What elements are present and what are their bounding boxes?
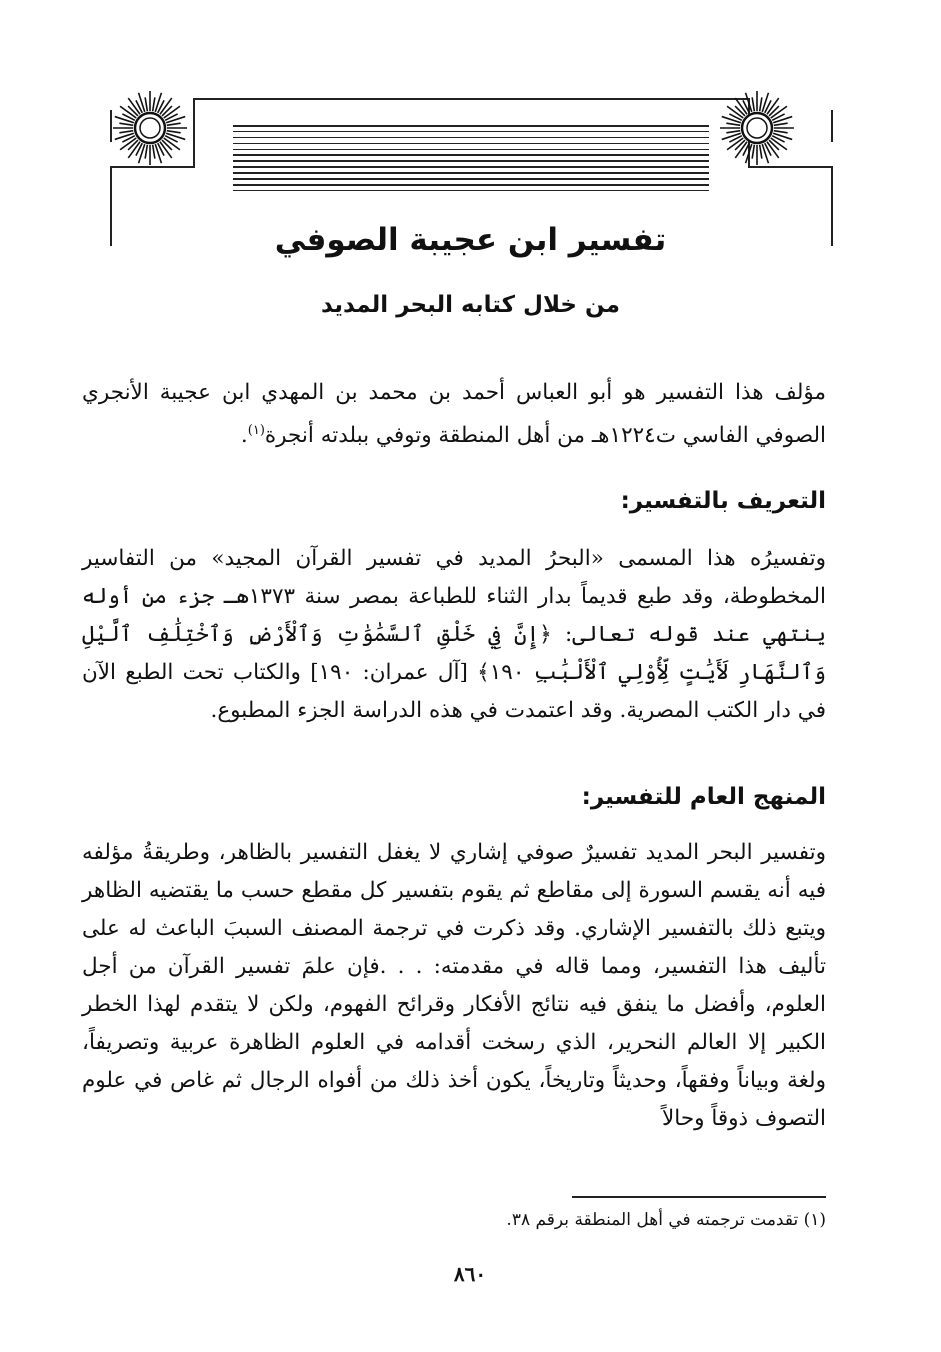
section-heading-definition: التعريف بالتفسير: bbox=[620, 488, 826, 514]
sun-ornament-left-icon bbox=[111, 89, 189, 167]
footnote-ref: (١) bbox=[247, 423, 265, 438]
page-subtitle: من خلال كتابه البحر المديد bbox=[321, 292, 620, 318]
intro-end: . bbox=[240, 423, 248, 449]
sun-ornament-right-icon bbox=[718, 89, 796, 167]
page-number: ٨٦٠ bbox=[453, 1262, 487, 1286]
definition-paragraph bbox=[82, 540, 826, 730]
intro-paragraph bbox=[82, 374, 826, 455]
method-paragraph bbox=[82, 834, 826, 1138]
definition-text: وتفسيرُه هذا المسمى «البحرُ المديد في تفسير القرآن المجيد» من التفاسير المخطوطة، وقد طبع قديماً بدار الثناء للطباعة بمصر سنة ١٣٧٣هـ جزء من أوله ينتهي عند قوله تعالى: ﴿إِنَّ فِي خَلْقِ ٱلسَّمَٰوَٰتِ وَٱلْأَرْضِ وَٱخْتِلَٰفِ ٱلَّيْلِ وَٱلنَّهَارِ لَأَيَٰتٍ لِّأُوْلِي ٱلْأَلْبَٰبِ ١٩٠﴾ [آل عمران: ١٩٠] والكتاب تحت الطبع الآن في دار الكتب المصرية. وقد اعتمدت في هذه الدراسة الجزء المطبوع. bbox=[82, 546, 827, 723]
section-heading-method: المنهج العام للتفسير: bbox=[581, 784, 826, 810]
page-title: تفسير ابن عجيبة الصوفي bbox=[274, 222, 667, 258]
footnote: (١) تقدمت ترجمته في أهل المنطقة برقم ٣٨. bbox=[506, 1210, 826, 1230]
method-text: وتفسير البحر المديد تفسيرٌ صوفي إشاري لا يغفل التفسير بالظاهر، وطريقةُ مؤلفه فيه أنه يقسم السورة إلى مقاطع ثم يقوم بتفسير كل مقطع حسب ما يقتضيه الظاهر ويتبع ذلك بالتفسير الإشاري. وقد ذكرت في ترجمة المصنف السببَ الباعث له على تأليف هذا التفسير، ومما قاله في مقدمته: . . .فإن علمَ تفسير القرآن من أجل العلوم، وأفضل ما ينفق فيه نتائج الأفكار وقرائح الفهوم، ولكن لا يتقدم لهذا الخطر الكبير إلا العالم النحرير، الذي رسخت أقدامه في العلوم الظاهرة عربية وتصريفاً، ولغة وبياناً وفقهاً، وحديثاً وتاريخاً، يكون أخذ ذلك من أفواه الرجال ثم غاص في علوم التصوف ذوقاً وحالاً bbox=[82, 840, 826, 1131]
footnote-divider bbox=[572, 1196, 826, 1198]
decorative-rules bbox=[233, 125, 709, 196]
intro-text: مؤلف هذا التفسير هو أبو العباس أحمد بن محمد بن المهدي ابن عجيبة الأنجري الصوفي الفاسي ت١٢٢٤هـ من أهل المنطقة وتوفي ببلدته أنجرة bbox=[82, 380, 826, 449]
